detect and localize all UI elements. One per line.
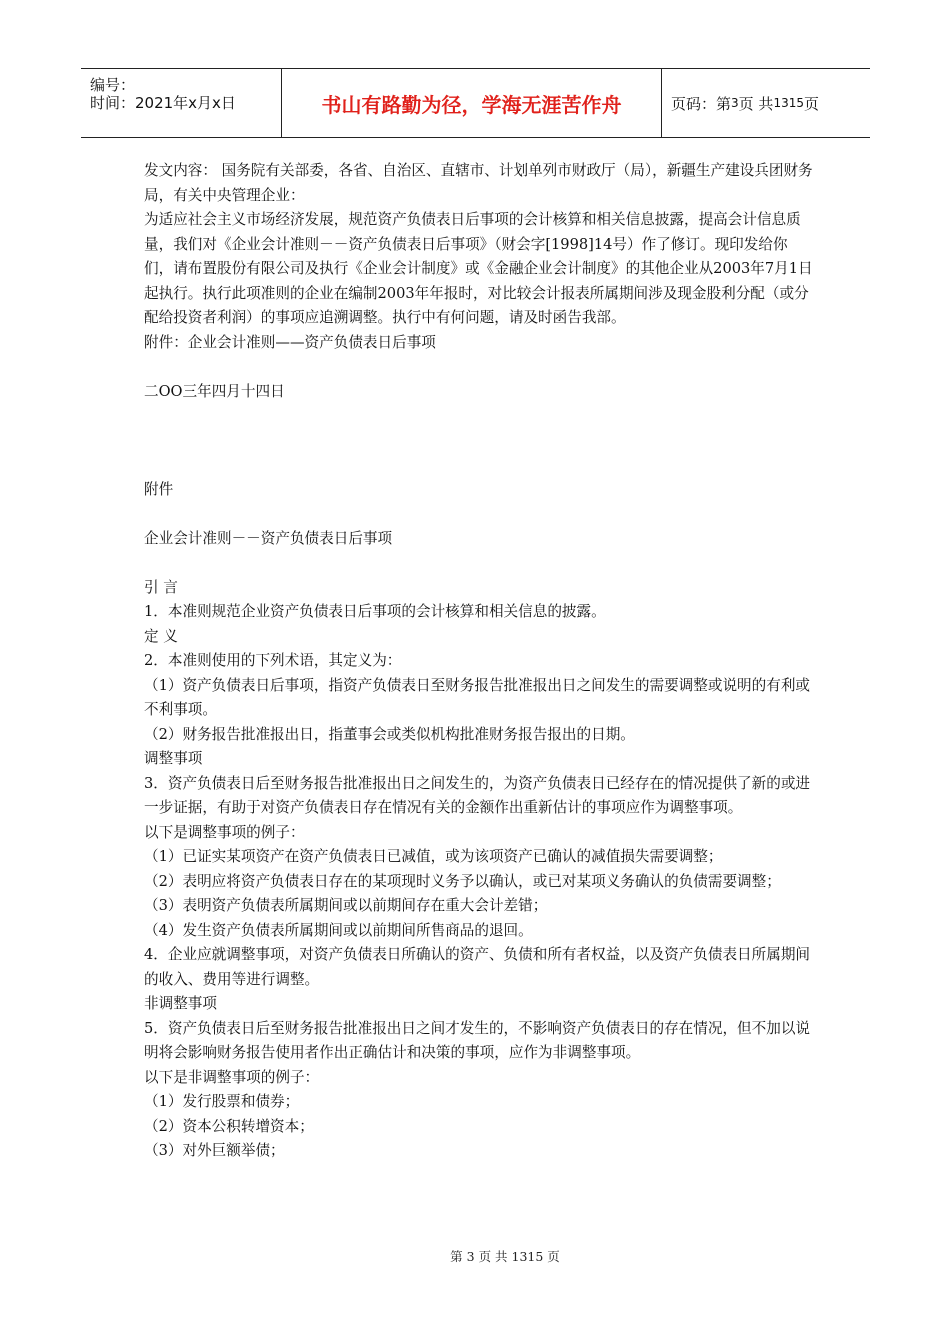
list-item: （3）对外巨额举债； [144,1142,285,1159]
section-heading: 引 言 [144,578,178,596]
document-body [144,159,814,1164]
list-item: （1）资产负债表日后事项，指资产负债表日至财务报告批准报出日之间发生的需要调整或说明的有利或不利事项。 [144,676,811,718]
page-total: 1315 [773,96,804,110]
page-header [81,68,870,138]
list-item: （1）发行股票和债券； [144,1093,300,1110]
paragraph: 5．资产负债表日后至财务报告批准报出日之间才发生的，不影响资产负债表日的存在情况，但不加以说明将会影响财务报告使用者作出正确估计和决策的事项，应作为非调整事项。 [144,1019,811,1061]
list-item: （2）财务报告批准报出日，指董事会或类似机构批准财务报告报出的日期。 [144,725,635,743]
section-heading: 非调整事项 [144,995,217,1012]
header-motto: 书山有路勤为径，学海无涯苦作舟 [321,92,622,117]
section-heading: 定 义 [144,627,178,645]
page-current: 3 [731,96,739,110]
page-prefix: 页码：第 [671,94,732,113]
document-title: 企业会计准则－－资产负债表日后事项 [144,529,393,547]
header-meta [81,69,281,137]
paragraph: 4．企业应就调整事项，对资产负债表日所确认的资产、负债和所有者权益，以及资产负债表日所属期间的收入、费用等进行调整。 [144,946,811,988]
time-label: 时间：2021年x月x日 [90,94,236,112]
list-item: （4）发生资产负债表所属期间或以前期间所售商品的退回。 [144,921,533,939]
issue-date: 二OO三年四月十四日 [144,382,285,400]
list-item: （2）表明应将资产负债表日存在的某项现时义务予以确认，或已对某项义务确认的负债需要调整； [144,872,781,890]
paragraph: 以下是非调整事项的例子： [144,1068,320,1086]
list-item: （3）表明资产负债表所属期间或以前期间存在重大会计差错； [144,897,548,914]
section-heading: 调整事项 [144,750,203,767]
paragraph: 为适应社会主义市场经济发展，规范资产负债表日后事项的会计核算和相关信息披露，提高会计信息质量，我们对《企业会计准则－－资产负债表日后事项》（财会字[1998]14号）作了修订。现印发给你们，请布置股份有限公司及执行《企业会计制度》或《金融企业会计制度》的其他企业从2003年7月1日起执行。执行此项准则的企业在编制2003年年报时，对比较会计报表所属期间涉及现金股利分配（或分配给投资者利润）的事项应追溯调整。执行中有何问题，请及时函告我部。 [144,211,813,326]
header-divider [661,69,662,137]
header-page-info [671,69,819,137]
paragraph: 发文内容： 国务院有关部委，各省、自治区、直辖市、计划单列市财政厅（局），新疆生产建设兵团财务局，有关中央管理企业： [144,162,813,204]
paragraph: 1．本准则规范企业资产负债表日后事项的会计核算和相关信息的披露。 [144,603,606,620]
number-label: 编号： [90,76,136,94]
paragraph: 2．本准则使用的下列术语，其定义为： [144,652,402,669]
paragraph: 3．资产负债表日后至财务报告批准报出日之间发生的，为资产负债表日已经存在的情况提供了新的或进一步证据，有助于对资产负债表日存在情况有关的金额作出重新估计的事项应作为调整事项。 [144,774,811,816]
list-item: （1）已证实某项资产在资产负债表日已减值，或为该项资产已确认的减值损失需要调整； [144,848,723,865]
page-footer: 第 3 页 共 1315 页 [450,1249,560,1264]
paragraph: 以下是调整事项的例子： [144,823,305,841]
page-mid: 页 共 [738,94,774,113]
list-item: （2）资本公积转增资本； [144,1117,314,1135]
attachment-line: 附件：企业会计准则——资产负债表日后事项 [144,333,436,351]
page-suffix: 页 [803,94,819,113]
attachment-heading: 附件 [144,480,174,498]
